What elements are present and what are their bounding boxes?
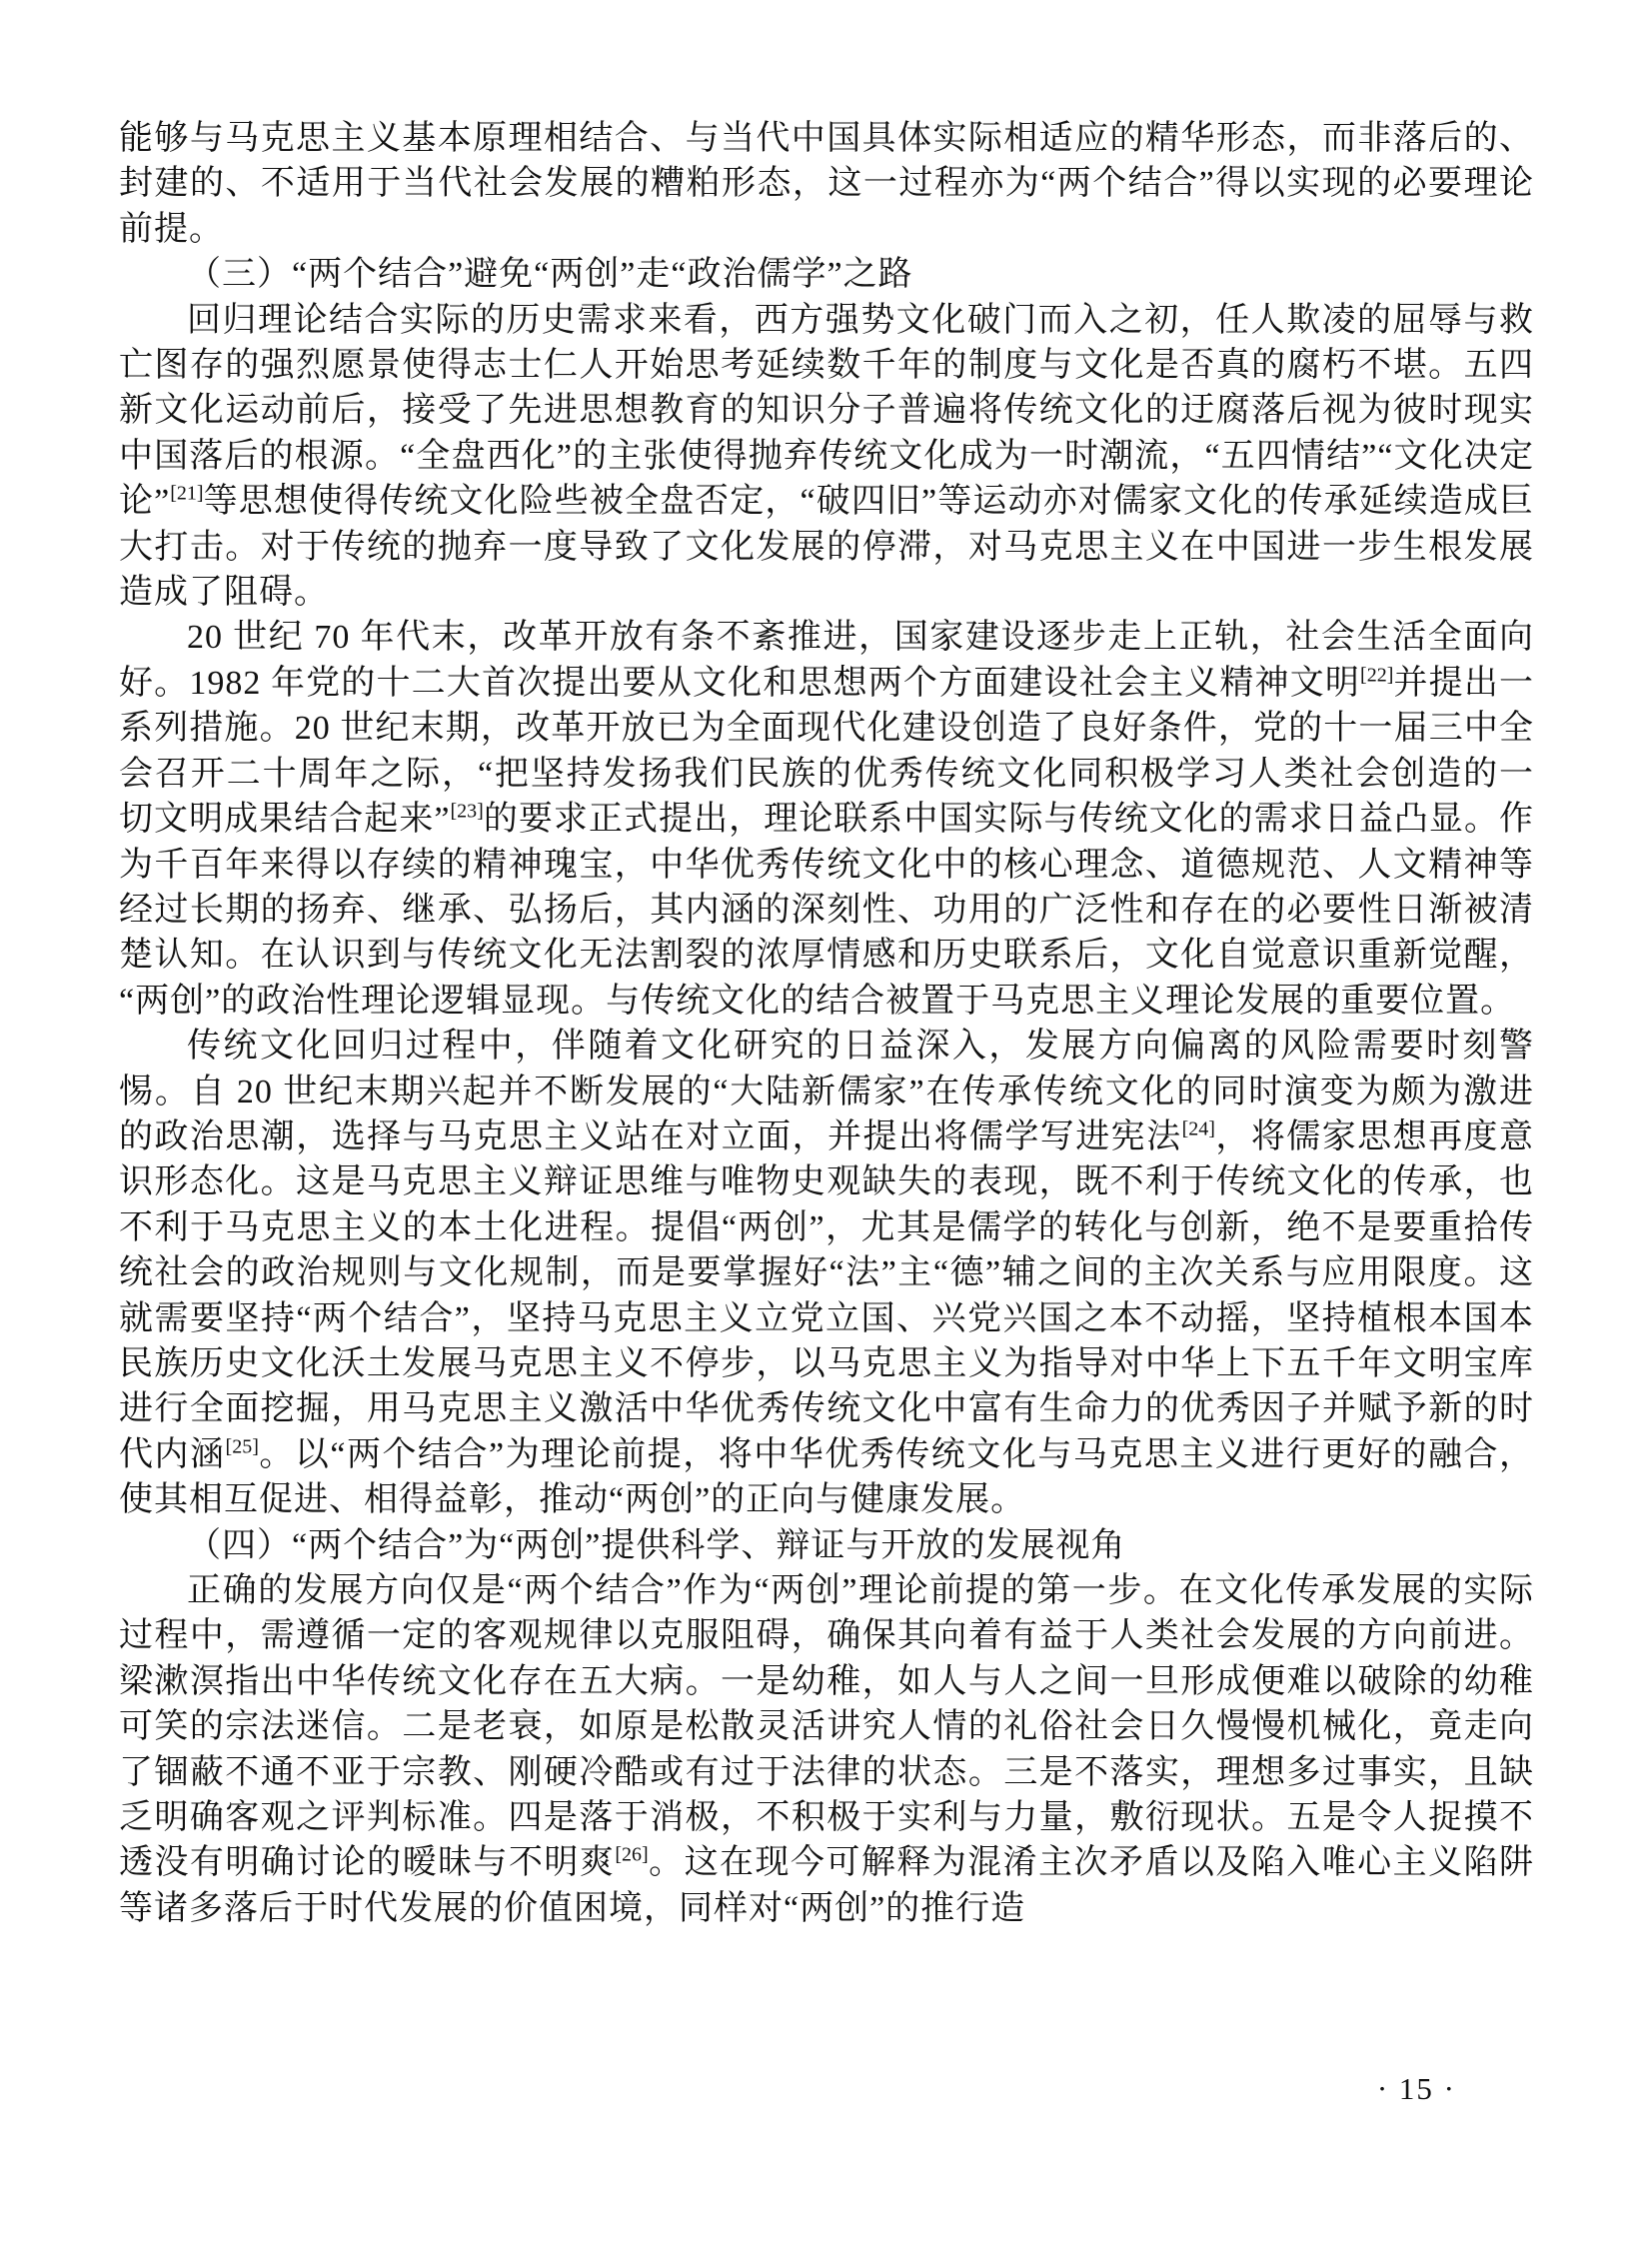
paragraph (119, 1024, 1534, 1522)
citation-ref: [24] (1181, 1118, 1215, 1140)
text-run: 正确的发展方向仅是“两个结合”作为“两创”理论前提的第一步。在文化传承发展的实际过程中，需遵循一定的客观规律以克服阻碍，确保其向着有益于人类社会发展的方向前进。梁漱溟指出中华传统文化存在五大病。一是幼稚，如人与人之间一旦形成便难以破除的幼稚可笑的宗法迷信。二是老衰，如原是松散灵活讲究人情的礼俗社会日久慢慢机械化，竟走向了锢蔽不通不亚于宗教、刚硬冷酷或有过于法律的状态。三是不落实，理想多过事实，且缺乏明确客观之评判标准。四是落于消极，不积极于实利与力量，敷衍现状。五是令人捉摸不透没有明确讨论的暧昧与不明爽 (119, 1572, 1534, 1882)
text-run: ，将儒家思想再度意识形态化。这是马克思主义辩证思维与唯物史观缺失的表现，既不利于传统文化的传承，也不利于马克思主义的本土化进程。提倡“两创”，尤其是儒学的转化与创新，绝不是要重拾传统社会的政治规则与文化规制，而是要掌握好“法”主“德”辅之间的主次关系与应用限度。这就需要坚持“两个结合”，坚持马克思主义立党立国、兴党兴国之本不动摇，坚持植根本国本民族历史文化沃土发展马克思主义不停步，以马克思主义为指导对中华上下五千年文明宝库进行全面挖掘，用马克思主义激活中华优秀传统文化中富有生命力的优秀因子并赋予新的时代内涵 (119, 1118, 1534, 1473)
text-run: 并提出一系列措施。20 世纪末期，改革开放已为全面现代化建设创造了良好条件，党的十一届三中全会召开二十周年之际，“把坚持发扬我们民族的优秀传统文化同积极学习人类社会创造的一切文明成果结合起来” (119, 664, 1535, 839)
paragraph (119, 298, 1534, 616)
citation-ref: [26] (615, 1844, 649, 1867)
text-run: 等思想使得传统文化险些被全盘否定，“破四旧”等运动亦对儒家文化的传承延续造成巨大打击。对于传统的抛弃一度导致了文化发展的停滞，对马克思主义在中国进一步生根发展造成了阻碍。 (119, 483, 1534, 612)
citation-ref: [22] (1360, 664, 1394, 687)
paragraph-continuation (119, 116, 1534, 252)
text-run: 。这在现今可解释为混淆主次矛盾以及陷入唯心主义陷阱等诸多落后于时代发展的价值困境，同样对“两创”的推行造 (119, 1844, 1534, 1927)
citation-ref: [25] (225, 1435, 259, 1458)
text-run: 20 世纪 70 年代末，改革开放有条不紊推进，国家建设逐步走上正轨，社会生活全面向好。1982 年党的十二大首次提出要从文化和思想两个方面建设社会主义精神文明 (119, 619, 1534, 702)
text-run: 的要求正式提出，理论联系中国实际与传统文化的需求日益凸显。作为千百年来得以存续的精神瑰宝，中华优秀传统文化中的核心理念、道德规范、人文精神等经过长期的扬弃、继承、弘扬后，其内涵的深刻性、功用的广泛性和存在的必要性日渐被清楚认知。在认识到与传统文化无法割裂的浓厚情感和历史联系后，文化自觉意识重新觉醒，“两创”的政治性理论逻辑显现。与传统文化的结合被置于马克思主义理论发展的重要位置。 (119, 801, 1535, 1020)
section-heading-3 (119, 252, 1534, 297)
page-number: · 15 · (1376, 2071, 1456, 2106)
text-run: 。以“两个结合”为理论前提，将中华优秀传统文化与马克思主义进行更好的融合，使其相互促进、相得益彰，推动“两创”的正向与健康发展。 (119, 1435, 1535, 1519)
document-body (119, 116, 1534, 1931)
paragraph (119, 615, 1534, 1024)
text-run: （三）“两个结合”避免“两创”走“政治儒学”之路 (187, 256, 913, 294)
paragraph (119, 1568, 1534, 1931)
text-run: 能够与马克思主义基本原理相结合、与当代中国具体实际相适应的精华形态，而非落后的、封建的、不适用于当代社会发展的糟粕形态，这一过程亦为“两个结合”得以实现的必要理论前提。 (119, 120, 1534, 248)
citation-ref: [21] (170, 482, 204, 505)
text-run: 传统文化回归过程中，伴随着文化研究的日益深入，发展方向偏离的风险需要时刻警惕。自 20 世纪末期兴起并不断发展的“大陆新儒家”在传承传统文化的同时演变为颇为激进的政治思潮，选择与马克思主义站在对立面，并提出将儒学写进宪法 (119, 1028, 1534, 1155)
text-run: 回归理论结合实际的历史需求来看，西方强势文化破门而入之初，任人欺凌的屈辱与救亡图存的强烈愿景使得志士仁人开始思考延续数千年的制度与文化是否真的腐朽不堪。五四新文化运动前后，接受了先进思想教育的知识分子普遍将传统文化的迂腐落后视为彼时现实中国落后的根源。“全盘西化”的主张使得抛弃传统文化成为一时潮流，“五四情结”“文化决定论” (119, 301, 1534, 521)
citation-ref: [23] (450, 800, 484, 823)
section-heading-4 (119, 1523, 1534, 1568)
text-run: （四）“两个结合”为“两创”提供科学、辩证与开放的发展视角 (187, 1526, 1126, 1564)
